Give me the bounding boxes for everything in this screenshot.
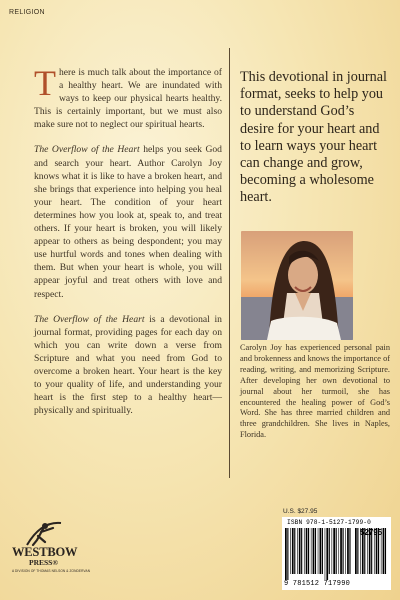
isbn-text: ISBN 978-1-5127-1799-0 — [287, 519, 371, 526]
book-title-mention: The Overflow of the Heart — [34, 144, 140, 156]
author-photo — [241, 231, 353, 340]
publisher-press: PRESS® — [29, 558, 58, 567]
category-label: RELIGION — [9, 9, 45, 16]
barcode — [282, 517, 391, 590]
book-title-mention: The Overflow of the Heart — [34, 313, 145, 325]
format-paragraph — [34, 313, 222, 418]
description-text: helps you seek God and search your heart. Author Carolyn Joy knows what it is like to have a broken heart, and she brings that experience into helping you heal your heart. The condition of your heart determines how you look at, speak to, and treat others. If your heart is broken, you will likely appear to others as being despondent; you may use hurtful words and tones when dealing with them. But when your heart is whole, you will appear joyful and treat others with love and respect. — [34, 144, 222, 300]
price-label: U.S. $27.95 — [283, 508, 318, 515]
archer-icon — [23, 520, 63, 546]
ean-number: 9 781512 717990 — [284, 580, 351, 588]
intro-paragraph — [34, 63, 222, 131]
drop-cap: T — [34, 63, 56, 103]
pull-quote: This devotional in journal format, seeks to help you to understand God’s desire for your heart and to learn ways your heart can change and grow, becoming a wholesome heart. — [240, 69, 387, 206]
author-bio — [240, 343, 390, 441]
ean-barcode-bars — [285, 528, 353, 580]
column-divider — [229, 48, 230, 478]
price-code: 52795 — [360, 528, 383, 537]
author-name: Carolyn Joy — [240, 343, 282, 352]
format-text: is a devotional in journal format, providing pages for each day on which you can write down a verse from Scripture and what you need from God to overcome a broken heart. Your heart is the key to your quality of life, and understanding your heart is the first step to a healthy heart—physically and spiritually. — [34, 313, 222, 417]
intro-text: here is much talk about the importance of a healthy heart. We are inundated with ways to keep our physical hearts healthy. This is certainly important, but we must also make sure not to neglect our spiritual hearts. — [34, 67, 222, 131]
back-cover-description — [34, 63, 222, 429]
author-bio-text: has experienced personal pain and brokenness and knows the importance of reading, writing, and memorizing Scripture. After developing her own devotional to journal about her turmoil, she has encountered the healing power of God’s Word. She has three married children and three grandchildren. She lives in Naples, Florida. — [240, 343, 390, 440]
publisher-division: A DIVISION OF THOMAS NELSON & ZONDERVAN — [12, 569, 91, 573]
publisher-logo — [12, 520, 91, 573]
publisher-name: WESTBOW — [12, 545, 78, 559]
description-paragraph — [34, 143, 222, 300]
